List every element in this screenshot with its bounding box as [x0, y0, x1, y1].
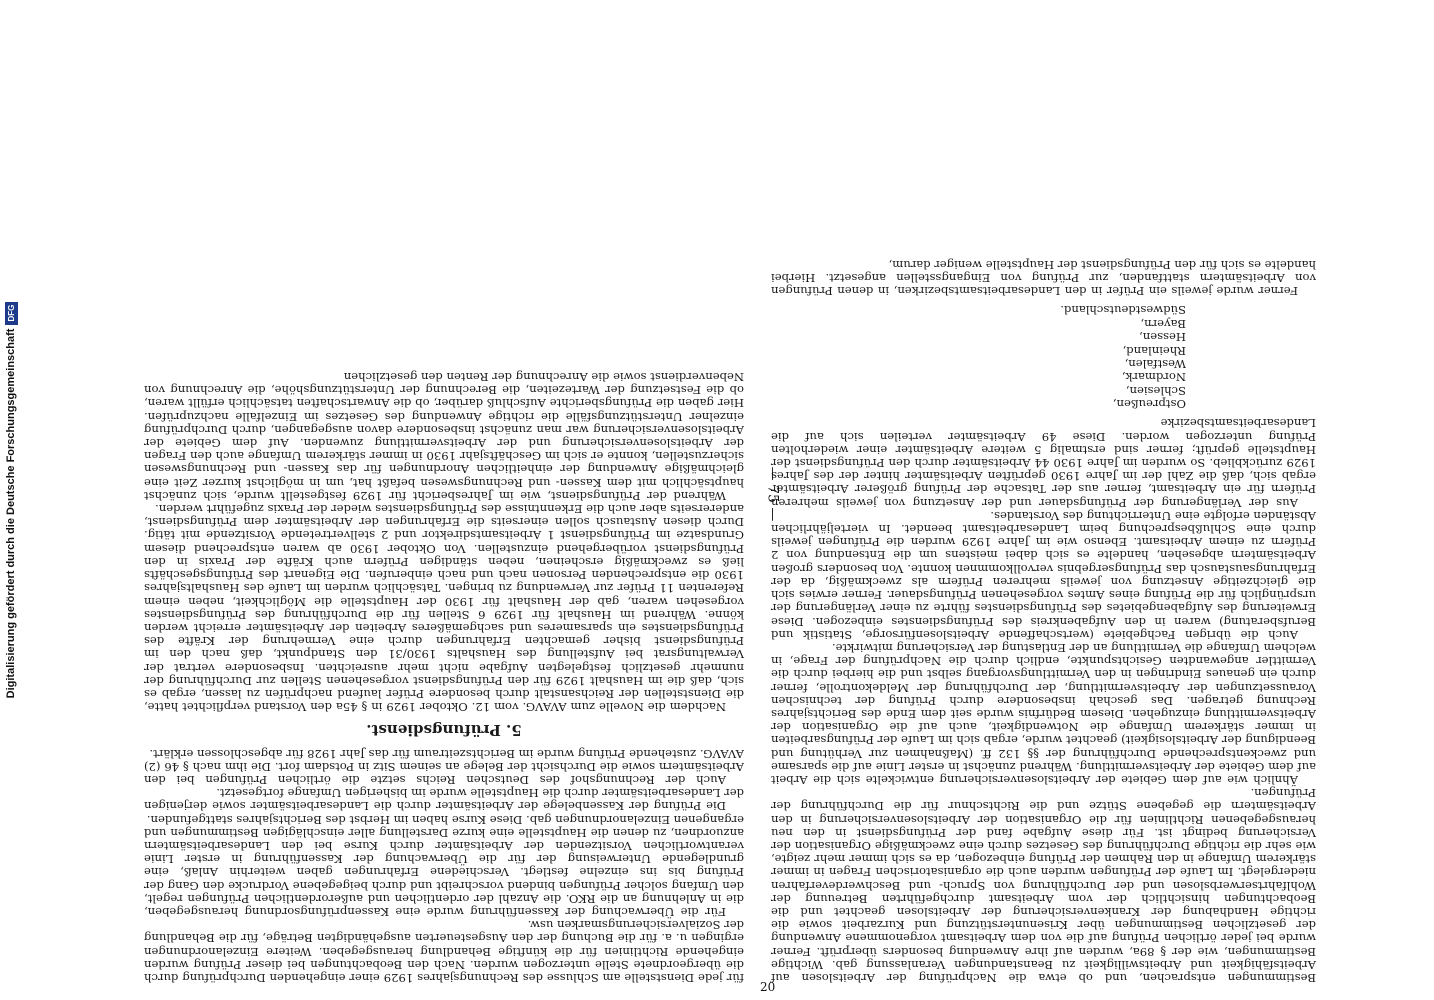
- list-item: Hessen,: [1139, 330, 1186, 345]
- paragraph: Die Prüfung der Kassenbelege der Arbeitsämter durch die Landesarbeitsämter sowie derjenigen der Landesarbeitsämter durch die Hauptstelle wurde im bisherigen Umfange fortgesetzt.: [144, 786, 744, 814]
- list-item: Schlesien,: [1125, 383, 1186, 398]
- section-heading: 5. Prüfungsdienst.: [366, 721, 522, 740]
- column-right: [144, 104, 744, 984]
- footer-number: 20: [760, 980, 776, 994]
- list-item: Ostpreußen,: [1112, 397, 1186, 412]
- paragraph: Bestimmungen entsprachen, und ob etwa die Nachprüfung der Arbeitslosen auf Arbeitsfähigkeit und Arbeitswilligkeit zu Beanstandungen Veranlassung gab. Wichtige Bestimmungen, wie der § 89a, wurden auf ihre Anwendung besonders überprüft. Ferner wurde bei jeder örtlichen Prüfung auf die von dem Arbeitsamt vorgenommene Anwendung der gesetzlichen Bestimmungen über Krisenunterstützung und Kurzarbeit sowie die richtige Handhabung der Krankenversicherung der Arbeitslosen geachtet und die Beobachtungen hinsichtlich der vom Arbeitsamt durchgeführten Betreuung der Wohlfahrtserwerbslosen und der Durchführung von Spruch- und Beschwerdeverfahren niedergelegt. Im Laufe der Prüfungen wurden auch die organisatorischen Fragen in immer stärkerem Umfange in den Rahmen der Prüfung einbezogen, da es sich immer mehr zeigte, wie sehr die richtige Durchführung des Gesetzes durch eine zweckmäßige Organisation der Versicherung bedingt ist. Für diese Aufgabe fand der Prüfungsdienst in den neu herausgegebenen Richtlinien für die Organisation der Arbeitslosenversicherung in den Arbeitsämtern die gegebene Stütze und die Richtschnur für die Durchführung der Prüfungen.: [771, 786, 1316, 985]
- list-item: Bayern,: [1140, 316, 1186, 331]
- dfg-logo: DFG: [5, 302, 18, 325]
- paragraph: Ähnlich wie auf dem Gebiete der Arbeitslosenversicherung entwickelte sich die Arbeit auf dem Gebiete der Arbeitsvermittlung. Während zunächst in erster Linie auf die sparsame und zweckentsprechende Durchführung der §§ 132 ff. (Maßnahmen zur Verhütung und Beendigung der Arbeitslosigkeit) geachtet wurde, ergab sich im Laufe der Prüfungsarbeiten in immer stärkerem Umfange die Notwendigkeit, auch auf die Organisation der Arbeitsvermittlung einzugehen. Diesem Bedürfnis wurde seit dem Ende des Berichtsjahres Rechnung getragen. Das geschah insbesondere durch Prüfung der technischen Voraussetzungen der Arbeitsvermittlung, der Durchführung der Meldekontrolle, ferner durch ein genaues Eindringen in den Vermittlungsvorgang selbst und die hierbei durch die Vermittler angewandten Gesichtspunkte, endlich durch die Nachprüfung der Frage, in welchem Umfange die Vermittlung an der Entlastung der Versicherung mitwirkte.: [771, 640, 1316, 787]
- column-left: [771, 204, 1316, 984]
- paragraph: für jede Dienststelle am Schlusse des Rechnungsjahres 1929 einer eingehenden Durchprüfung durch die übergeordnete Stelle unterzogen wurden. Nach den Beobachtungen bei dieser Prüfung wurden eingehende Richtlinien für die künftige Behandlung herausgegeben. Weitere Einzelanordnungen ergingen u. a. für die Buchung der den Ausgesteuerten ausgehändigten Beträge, für die Behandlung der Sozialversicherungsmarken usw.: [144, 918, 744, 985]
- list-item: Nordmark,: [1121, 370, 1186, 385]
- paragraph: Nachdem die Novelle zum AVAVG. vom 12. Oktober 1929 in § 45a den Vorstand verpflichtet hatte, die Dienststellen der Reichsanstalt durch besondere Prüfer laufend nachprüfen zu lassen, ergab es sich, daß die im Haushalt 1929 für den Prüfungsdienst vorgesehenen Stellen zur Durchführung der nunmehr gesetzlich festgelegten Aufgabe nicht mehr ausreichten. Insbesondere vertrat der Verwaltungsrat bei Aufstellung des Haushalts 1930/31 den Standpunkt, daß nach den im Prüfungsdienst bisher gemachten Erfahrungen durch eine Vermehrung der Kräfte des Prüfungsdienstes ein sparsameres und sachgemäßeres Arbeiten der Arbeitsämter erreicht werden könne. Während im Haushalt für 1929 6 Stellen für die Durchführung des Prüfungsdienstes vorgesehen waren, gab der Haushalt für 1930 der Hauptstelle die Möglichkeit, neben einem Referenten 11 Prüfer zur Verwendung zu bringen. Tatsächlich wurden im Laufe des Haushaltsjahres 1930 die entsprechenden Personen nach und nach einberufen. Die Eigenart des Prüfungsgeschäfts ließ es zweckmäßig erscheinen, neben ständigen Prüfern auch Kräfte der Praxis in den Prüfungsdienst vorübergehend einzustellen. Von Oktober 1930 ab waren entsprechend diesem Grundsatze im Prüfungsdienst 1 Arbeitsamtsdirektor und 2 stellvertretende Vorsitzende mit tätig. Durch diesen Austausch sollen einerseits die Erfahrungen der Arbeitsämter dem Prüfungsdienst, andererseits aber auch die Erkenntnisse des Prüfungsdienstes wieder der Praxis zugeführt werden.: [144, 502, 744, 715]
- list-item: Rheinland,: [1122, 343, 1186, 358]
- list-item: Südwestdeutschland.: [1060, 303, 1186, 318]
- credit-text: Digitalisierung gefördert durch die Deutsche Forschungsgemeinschaft: [5, 328, 17, 699]
- paragraph: Ferner wurde jeweils ein Prüfer in den Landesarbeitsamtsbezirken, in denen Prüfungen von Arbeitsämtern stattfanden, zur Prüfung von Eingangsstellen angesetzt. Hierbei handelte es sich für den Prüfungsdienst der Hauptstelle weniger darum,: [771, 257, 1316, 299]
- paragraph: Auch die übrigen Fachgebiete (wertschaffende Arbeitslosenfürsorge, Statistik und Berufsberatung) waren in den Aufgabenkreis des Prüfungsdienstes einbezogen. Diese Erweiterung des Aufgabengebietes des Prüfungsdienstes führte zu einer Verlängerung der ursprünglich für die Prüfung eines Amtes vorgesehenen Prüfungsdauer. Ferner erwies sich die gleichzeitige Ansetzung von jeweils mehreren Prüfern als zweckmäßig, da der Erfahrungsaustausch das Prüfungsergebnis vervollkommnen konnte. Von besonders großen Arbeitsämtern abgesehen, handelte es sich dabei meistens um die Entsendung von 2 Prüfern zu einem Arbeitsamt. Ebenso wie im Jahre 1929 wurden die Prüfungen jeweils durch eine Schlußbesprechung beim Landesarbeitsamt beendet. In vierteljährlichen Abständen erfolgte eine Unterrichtung des Vorstandes.: [771, 508, 1316, 642]
- paragraph: Auch der Rechnungshof des Deutschen Reichs setzte die örtlichen Prüfungen bei den Arbeitsämtern sowie die Durchsicht der Belege an seinem Sitz in Potsdam fort. Die ihm nach § 46 (2) AVAVG. zustehende Prüfung wurde im Berichtszeitraum für das Jahr 1928 für abgeschlossen erklärt.: [144, 746, 744, 787]
- district-list: [771, 303, 1186, 410]
- page-number-display: — 75 —: [764, 466, 781, 522]
- paragraph: Während der Prüfungsdienst, wie im Jahresbericht für 1929 festgestellt wurde, sich zunächst hauptsächlich mit dem Kassen- und Rechnungswesen befaßt hat, um in möglichst kurzer Zeit eine gleichmäßige Anwendung der einheitlichen Anordnungen für das Kassen- und Rechnungswesen sicherzustellen, konnte er sich im Geschäftsjahr 1930 in immer stärkerem Umfange auch den Fragen der Arbeitslosenversicherung und der Arbeitsvermittlung zuwenden. Auf dem Gebiete der Arbeitslosenversicherung war man zunächst insbesondere davon ausgegangen, durch Durchprüfung einzelner Unterstützungsfälle die richtige Anwendung des Gesetzes im Einzelfalle nachzuprüfen. Hier gaben die Prüfungsberichte Aufschluß darüber, ob die Anwartschaften tatsächlich erfüllt waren, ob die Festsetzung der Wartezeiten, die Berechnung der Unterstützungshöhe, die Anrechnung von Nebenverdienst sowie die Anrechnung der Renten den gesetzlichen: [144, 370, 744, 503]
- list-item: Westfalen,: [1124, 357, 1186, 372]
- paragraph: Aus der Verlängerung der Prüfungsdauer und der Ansetzung von jeweils mehreren Prüfern für ein Arbeitsamt, ferner aus der Tatsache der Prüfung größerer Arbeitsämter ergab sich, daß die Zahl der im Jahre 1930 geprüften Arbeitsämter hinter der des Jahres 1929 zurückblieb. So wurden im Jahre 1930 44 Arbeitsämter durch den Prüfungsdienst der Hauptstelle geprüft; ferner sind erstmalig 5 weitere Arbeitsämter einer wiederholten Prüfung unterzogen worden. Diese 49 Arbeitsämter verteilen sich auf die Landesarbeitsamtsbezirke: [771, 416, 1316, 510]
- digitization-credit: [0, 0, 22, 1000]
- paragraph: Für die Überwachung der Kassenführung wurde eine Kassenprüfungsordnung herausgegeben, die in Anlehnung an die RKO. die Anzahl der ordentlichen und außerordentlichen Prüfungen regelt, den Umfang solcher Prüfungen bindend vorschreibt und durch beigegebene Vordrucke den Gang der Prüfung bis ins einzelne festlegt. Verschiedene Erfahrungen gaben weiterhin Anlaß, eine grundlegende Unterweisung der für die Überwachung der Kassenführung in erster Linie verantwortlichen Vorsitzenden der Arbeitsämter durch Kurse bei den Landesarbeitsämtern anzuordnen, zu denen die Hauptstelle eine kurze Darstellung aller einschlägigen Bestimmungen und ergangenen Einzelanordnungen gab. Diese Kurse haben im Herbst des Berichtsjahres stattgefunden.: [144, 812, 744, 919]
